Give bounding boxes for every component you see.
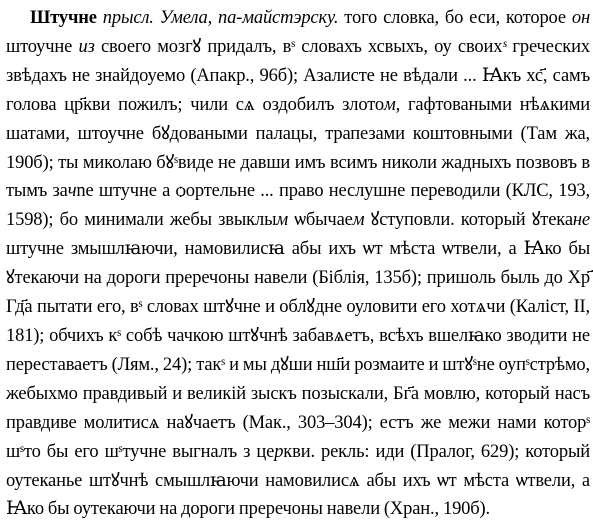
dictionary-entry — [6, 4, 590, 524]
italic-fragment: ч — [67, 181, 77, 202]
italic-fragment: м — [384, 94, 396, 115]
text-fragment: своего мозгꙋ придалъ, вˢ словахъ хсвыхъ, оу своих — [94, 36, 503, 57]
italic-fragment: он — [571, 8, 590, 28]
italic-fragment: р — [274, 441, 284, 462]
entry-headword: Штучне — [30, 8, 97, 28]
text-fragment: ѡбычае — [288, 210, 353, 231]
text-fragment: греческих звѣдахъ не знайдоуемо (Апакр., 96б); Азалисте не вѣдали ... Ꙗкъ хс҃, самъ голова цр҃кви пожилъ; чили сѧ оздобилъ злото — [6, 36, 590, 115]
text-fragment: штоучне — [6, 36, 79, 57]
italic-fragment: из — [78, 36, 95, 57]
text-fragment: ne штучне а ѻортельне ... право неслушне переводили (КЛС, 193, 1598); бо минимали жебы звыклы — [6, 181, 591, 231]
text-fragment: того словка, бо еси, которое — [338, 8, 572, 28]
italic-fragment: м — [276, 210, 289, 231]
entry-citations — [6, 8, 590, 519]
italic-fragment: не — [572, 210, 590, 231]
italic-fragment: ˢ — [502, 36, 507, 57]
text-fragment: кви. рекль: иди (Пралог, 629); который оутеканье штꙋчнѣ смышлꙗючи намовилисѧ абы ихъ ѡт мѣста ѡтвели, а Ꙗко бы оутекаючи на дороги преречоны навели (Хран., 190б). — [6, 441, 590, 520]
text-fragment: , гафтоваными нѣѧкими шатами, штоучне бꙋдоваными палацы, трапезами коштовными (Там жа, 190б); ты миколаю бꙋˢвиде не давши имъ всимъ николи жадныхъ позвовъ в тымъ за — [6, 94, 590, 202]
text-fragment: штучне змышлꙗючи, намовилисꙗ абы ихъ ѡт мѣста ѡтвели, а Ꙗко бы ꙋтекаючи на дороги преречоны навели (Біблія, 135б); пришоль быль до Хр҃ Гд҃а пытати его, вˢ словах штꙋчне и облꙋдне оуловити его хотѧчи (Каліст, II, 181); обчихъ кˢ собѣ чачкою штꙋчнѣ забавѧетъ, всѣхъ вшелꙗко зводити не переставаетъ (Лям., 24); такˢ и мы дꙋши нш҃и розмаите и штꙋˢне оупˢстрѣмо, жебыхмо правдивый и великій зыскъ позыскали, Бг҃а мовлю, который насъ правдиве молитисѧ наꙋчаетъ (Мак., 303–304); естъ же межи нами которˢ шˢто бы его шˢтучне выгналъ з це — [6, 239, 590, 462]
italic-fragment: м — [352, 210, 365, 231]
entry-gloss: Умела, па-майстэрску. — [159, 8, 339, 28]
entry-grammar: прысл. — [102, 8, 154, 28]
text-fragment: ꙋступовли. который ꙋтека — [364, 210, 573, 231]
